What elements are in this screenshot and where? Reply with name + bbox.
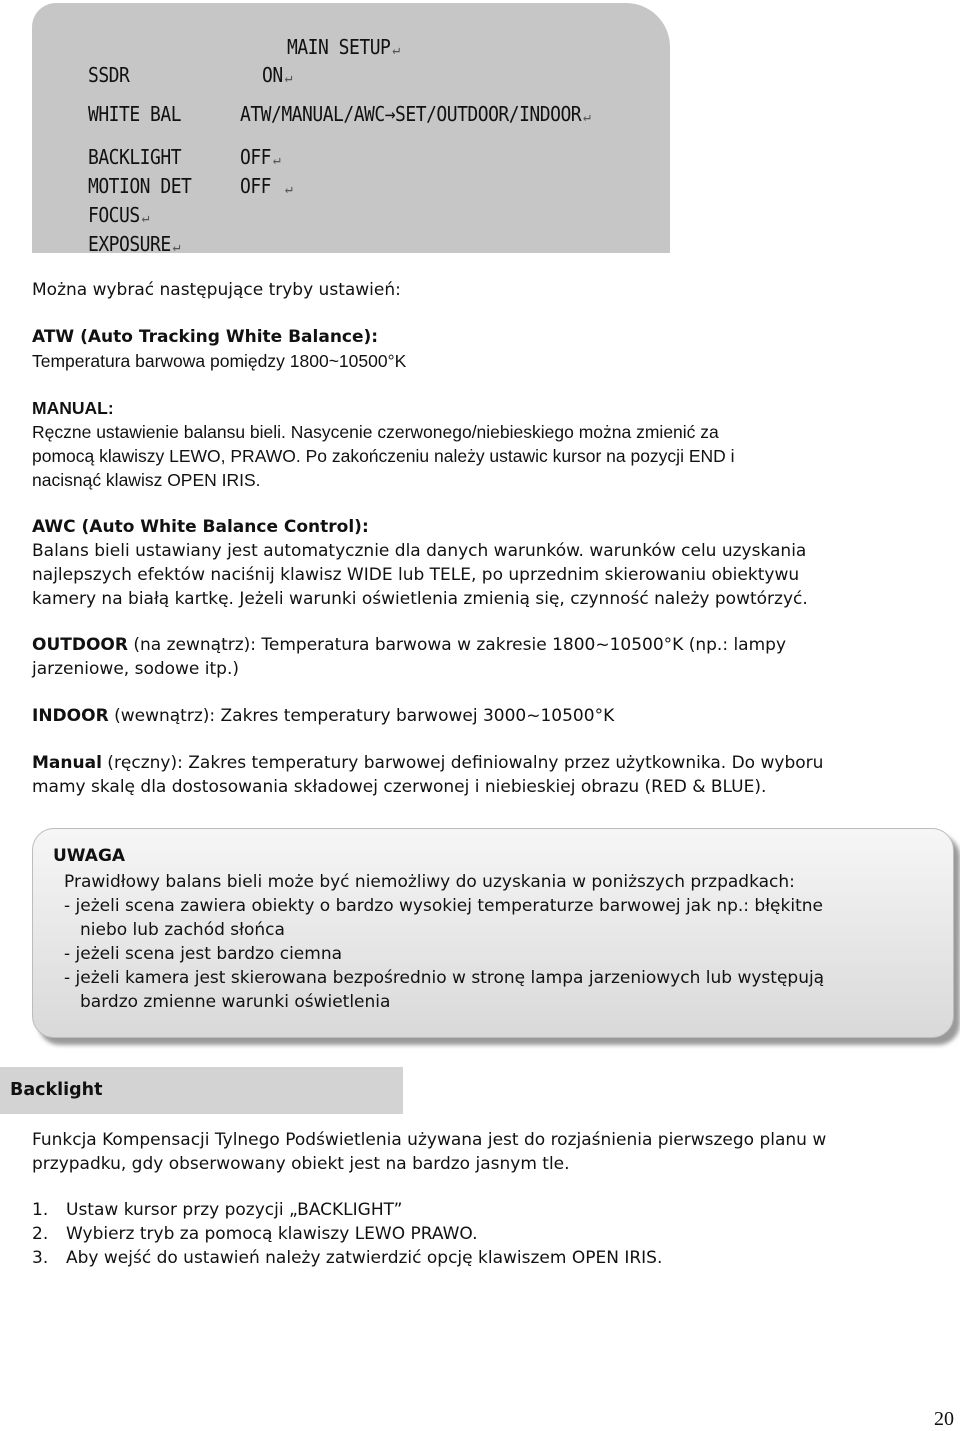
osd-value: OFF ↵ <box>240 175 293 199</box>
list-item: 2. Wybierz tryb za pomocą klawiszy LEWO PRAWO. <box>32 1224 478 1244</box>
note-line: bardzo zmienne warunki oświetlenia <box>80 992 391 1012</box>
atw-heading: ATW (Auto Tracking White Balance): <box>32 327 379 347</box>
awc-heading: AWC (Auto White Balance Control): <box>32 517 369 537</box>
osd-title: MAIN SETUP ↵ <box>287 36 400 60</box>
note-line: - jeżeli scena zawiera obiekty o bardzo wysokiej temperaturze barwowej jak np.: błękitne <box>64 896 823 916</box>
manual-line: nacisnąć klawisz OPEN IRIS. <box>32 470 261 490</box>
manual-line: pomocą klawiszy LEWO, PRAWO. Po zakończeniu należy ustawic kursor na pozycji END i <box>32 446 735 466</box>
note-line: niebo lub zachód słońca <box>80 920 285 940</box>
outdoor-term: OUTDOOR <box>32 635 128 655</box>
indoor-term: INDOOR <box>32 706 109 726</box>
backlight-line: Funkcja Kompensacji Tylnego Podświetlenia używana jest do rozjaśnienia pierwszego planu w <box>32 1130 827 1150</box>
outdoor-line: jarzeniowe, sodowe itp.) <box>32 659 240 679</box>
osd-key: MOTION DET <box>88 175 192 199</box>
indoor-line: INDOOR (wewnątrz): Zakres temperatury barwowej 3000~10500°K <box>32 706 615 726</box>
note-title: UWAGA <box>53 846 126 866</box>
note-line: - jeżeli scena jest bardzo ciemna <box>64 944 343 964</box>
manual-heading: MANUAL: <box>32 398 114 418</box>
osd-key: SSDR <box>88 64 130 88</box>
manual2-line: Manual (ręczny): Zakres temperatury barwowej definiowalny przez użytkownika. Do wyboru <box>32 753 824 773</box>
osd-key: EXPOSURE ↵ <box>88 233 181 253</box>
list-item: 3. Aby wejść do ustawień należy zatwierdzić opcję klawiszem OPEN IRIS. <box>32 1248 663 1268</box>
section-header-backlight <box>0 1067 403 1114</box>
manual2-term: Manual <box>32 753 102 773</box>
note-line: Prawidłowy balans bieli może być niemożliwy do uzyskania w poniższych przpadkach: <box>64 872 795 892</box>
osd-value: OFF ↵ <box>240 146 281 170</box>
outdoor-line: OUTDOOR (na zewnątrz): Temperatura barwowa w zakresie 1800~10500°K (np.: lampy <box>32 635 787 655</box>
osd-value: ATW/MANUAL/AWC→SET/OUTDOOR/INDOOR ↵ <box>240 103 591 127</box>
awc-line: Balans bieli ustawiany jest automatycznie dla danych warunków. warunków celu uzyskania <box>32 541 807 561</box>
awc-line: kamery na białą kartkę. Jeżeli warunki oświetlenia zmienią się, czynność należy powtórzyć. <box>32 589 808 609</box>
atw-text: Temperatura barwowa pomiędzy 1800~10500°K <box>32 351 407 371</box>
section-title: Backlight <box>10 1080 103 1100</box>
manual-line: Ręczne ustawienie balansu bieli. Nasycenie czerwonego/niebieskiego można zmienić za <box>32 422 719 442</box>
intro-text: Można wybrać następujące tryby ustawień: <box>32 280 401 300</box>
osd-key: FOCUS ↵ <box>88 204 150 228</box>
page-number: 20 <box>934 1408 954 1430</box>
manual2-line: mamy skalę dla dostosowania składowej czerwonej i niebieskiej obrazu (RED & BLUE). <box>32 777 767 797</box>
awc-line: najlepszych efektów naciśnij klawisz WIDE lub TELE, po uprzednim skierowaniu obiektywu <box>32 565 800 585</box>
osd-menu-screenshot <box>32 3 670 253</box>
osd-value: ON ↵ <box>262 64 293 88</box>
backlight-line: przypadku, gdy obserwowany obiekt jest na bardzo jasnym tle. <box>32 1154 570 1174</box>
list-item: 1. Ustaw kursor przy pozycji „BACKLIGHT” <box>32 1200 403 1220</box>
note-line: - jeżeli kamera jest skierowana bezpośrednio w stronę lampa jarzeniowych lub występują <box>64 968 825 988</box>
note-box <box>32 828 954 1038</box>
osd-key: BACKLIGHT <box>88 146 182 170</box>
osd-key: WHITE BAL <box>88 103 182 127</box>
